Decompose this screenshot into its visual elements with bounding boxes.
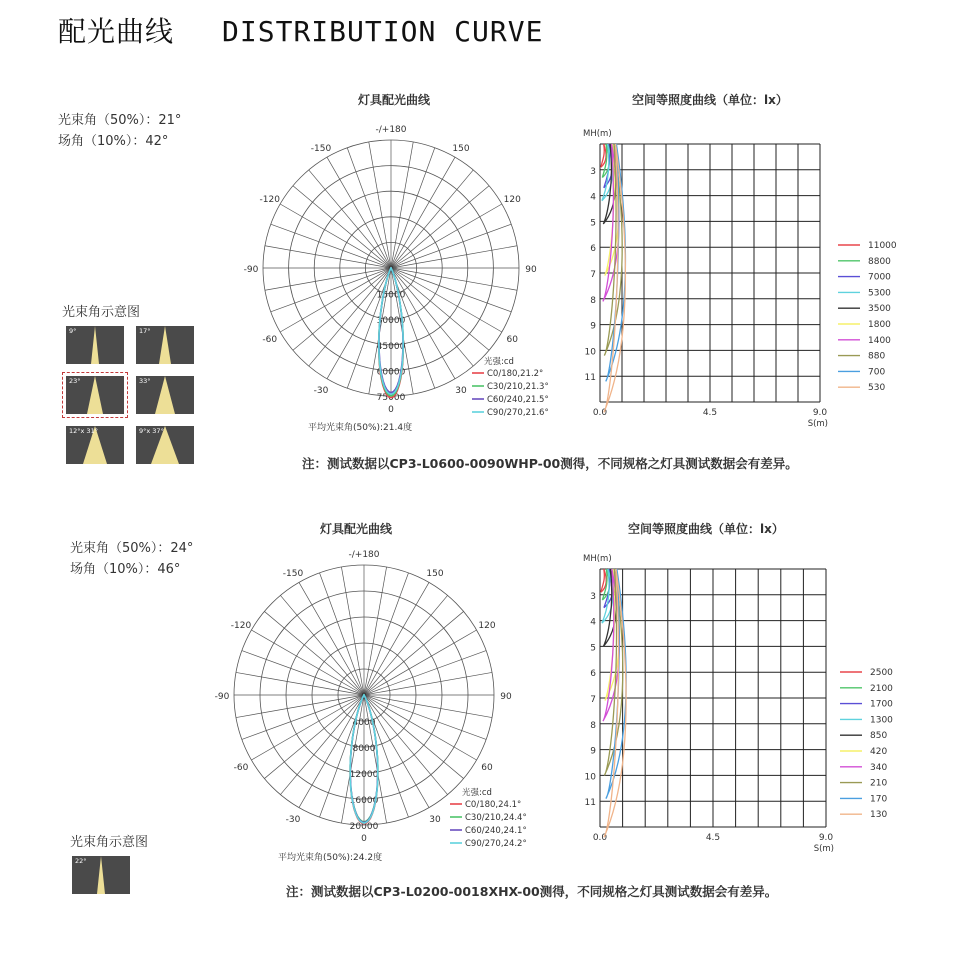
isolux-legend-label: 3500 (868, 304, 891, 315)
polar-unit-label: 光强:cd (462, 788, 492, 798)
page-header (58, 10, 543, 50)
polar-angle-label: 120 (503, 195, 521, 205)
isolux-legend-label: 5300 (868, 288, 891, 299)
isolux-chart-title: 空间等照度曲线（单位：lx） (632, 93, 788, 107)
polar-angle-label: -/+180 (348, 550, 380, 560)
polar-radial-tick: 75000 (376, 393, 406, 403)
isolux-y-tick: 10 (584, 772, 596, 783)
isolux-legend-label: 170 (870, 794, 888, 805)
polar-angle-label: -60 (262, 335, 278, 345)
isolux-legend-label: 130 (870, 810, 888, 821)
isolux-x-axis-label: S(m) (807, 419, 828, 429)
isolux-y-tick: 10 (584, 347, 596, 358)
beam-thumbnail (72, 856, 130, 894)
spec-field-angle: 场角（10%）：46° (70, 562, 181, 577)
polar-radial-tick: 4000 (352, 718, 376, 728)
isolux-legend-label: 210 (870, 778, 888, 789)
isolux-chart (578, 120, 908, 430)
beam-diagram-title: 光束角示意图 (62, 305, 141, 320)
polar-radial-tick: 12000 (349, 770, 379, 780)
selected-thumbnail-frame (62, 372, 128, 418)
thumbnail-label: 17° (139, 327, 151, 335)
polar-radial-tick: 45000 (376, 341, 406, 352)
polar-angle-label: 150 (426, 569, 444, 580)
polar-angle-label: 90 (500, 692, 512, 702)
polar-angle-label: -30 (285, 814, 301, 825)
thumbnail-label: 33° (139, 377, 151, 385)
isolux-x-axis-label: S(m) (813, 844, 834, 854)
polar-legend-label: C30/210,21.3° (487, 382, 549, 392)
polar-radial-tick: 0 (361, 692, 367, 702)
beam-thumbnail (136, 426, 194, 464)
isolux-y-tick: 4 (590, 617, 596, 628)
header-title-en: DISTRIBUTION CURVE (222, 15, 544, 48)
polar-legend-label: C30/210,24.4° (465, 813, 527, 823)
isolux-y-tick: 5 (590, 643, 596, 654)
spec-beam-angle: 光束角（50%）：21° (58, 113, 182, 128)
polar-chart (210, 545, 527, 855)
beam-thumbnail (66, 426, 124, 464)
polar-angle-label: 30 (455, 386, 467, 397)
polar-angle-label: -120 (230, 621, 252, 631)
test-note: 注：测试数据以CP3-L0600-0090WHP-00测得，不同规格之灯具测试数据会有差异。 (302, 456, 798, 471)
beam-cone-icon (97, 856, 105, 894)
polar-angle-label: 0 (388, 405, 394, 415)
thumbnail-label: 12°x 31° (69, 427, 98, 435)
isolux-legend-label: 1800 (868, 320, 891, 330)
isolux-y-tick: 7 (590, 270, 596, 280)
polar-angle-label: -150 (282, 569, 304, 580)
isolux-curve (601, 144, 606, 167)
polar-radial-tick: 15000 (376, 290, 406, 301)
polar-legend-label: C0/180,21.2° (487, 369, 544, 379)
polar-radial-tick: 8000 (352, 744, 376, 754)
isolux-legend-label: 1700 (870, 699, 893, 710)
polar-radial-tick: 20000 (349, 822, 379, 832)
isolux-y-tick: 6 (590, 244, 596, 255)
beam-diagram-title: 光束角示意图 (70, 835, 149, 850)
polar-angle-label: -/+180 (375, 125, 407, 135)
isolux-legend-label: 8800 (868, 256, 891, 267)
isolux-y-tick: 9 (590, 321, 596, 332)
polar-unit-label: 光强:cd (484, 357, 514, 367)
isolux-y-tick: 3 (590, 166, 596, 177)
polar-angle-label: 120 (478, 621, 496, 631)
isolux-y-tick: 5 (590, 218, 596, 229)
polar-legend-label: C90/270,24.2° (465, 839, 527, 849)
isolux-x-tick: 4.5 (705, 833, 721, 843)
isolux-legend-label: 11000 (868, 241, 897, 251)
isolux-legend-label: 700 (868, 367, 886, 378)
isolux-legend-label: 7000 (868, 272, 891, 283)
section1-specs (58, 110, 181, 152)
polar-angle-label: -60 (233, 763, 249, 773)
isolux-legend-label: 880 (868, 351, 886, 362)
polar-angle-label: 0 (361, 834, 367, 844)
thumbnail-label: 9°x 37° (139, 427, 164, 435)
isolux-legend-label: 1400 (868, 335, 891, 346)
thumbnail-label: 23° (69, 377, 81, 385)
section2-specs (70, 538, 193, 580)
polar-legend-label: C90/270,21.6° (487, 408, 549, 418)
polar-radial-tick: 16000 (349, 796, 379, 806)
avg-beam-angle-label: 平均光束角(50%):24.2度 (278, 853, 383, 863)
isolux-x-tick: 0.0 (592, 408, 608, 418)
isolux-y-tick: 11 (584, 373, 596, 384)
header-title-zh: 配光曲线 (58, 15, 175, 48)
polar-angle-label: 30 (429, 814, 441, 825)
polar-angle-label: -120 (259, 195, 280, 205)
isolux-y-tick: 8 (590, 720, 596, 731)
isolux-y-tick: 3 (590, 591, 596, 602)
polar-angle-label: 60 (506, 335, 518, 345)
polar-angle-label: -90 (214, 692, 230, 702)
polar-radial-tick: 60000 (376, 367, 406, 378)
polar-chart (243, 118, 566, 438)
isolux-y-axis-label: MH(m) (583, 129, 612, 139)
thumbnail-label: 9° (69, 327, 77, 335)
polar-legend-label: C60/240,21.5° (487, 395, 549, 405)
isolux-legend-label: 2500 (870, 668, 893, 678)
polar-angle-label: -30 (313, 386, 329, 397)
polar-radial-tick: 0 (388, 265, 394, 275)
isolux-legend-label: 2100 (870, 683, 893, 694)
isolux-legend-label: 530 (868, 383, 886, 394)
spec-field-angle: 场角（10%）：42° (58, 134, 169, 149)
isolux-legend-label: 850 (870, 731, 888, 742)
polar-radial-tick: 30000 (376, 316, 406, 327)
isolux-y-tick: 7 (590, 695, 596, 705)
spec-beam-angle: 光束角（50%）：24° (70, 541, 194, 556)
isolux-y-tick: 11 (584, 798, 596, 809)
isolux-legend-label: 340 (870, 762, 888, 773)
isolux-chart-title: 空间等照度曲线（单位：lx） (628, 522, 784, 536)
isolux-legend-label: 1300 (870, 715, 893, 726)
test-note: 注：测试数据以CP3-L0200-0018XHX-00测得，不同规格之灯具测试数据会有差异。 (286, 884, 778, 899)
isolux-x-tick: 4.5 (702, 408, 718, 418)
polar-chart-title: 灯具配光曲线 (320, 522, 393, 536)
beam-thumbnail (136, 326, 194, 364)
beam-thumbnail (136, 376, 194, 414)
isolux-y-tick: 4 (590, 192, 596, 203)
isolux-legend-label: 420 (870, 747, 888, 757)
thumbnail-label: 22° (75, 857, 87, 865)
beam-cone-icon (155, 376, 175, 414)
beam-cone-icon (159, 326, 171, 364)
isolux-y-axis-label: MH(m) (583, 554, 612, 564)
avg-beam-angle-label: 平均光束角(50%):21.4度 (308, 423, 413, 433)
isolux-y-tick: 6 (590, 669, 596, 680)
isolux-x-tick: 0.0 (592, 833, 608, 843)
isolux-y-tick: 9 (590, 746, 596, 757)
isolux-x-tick: 9.0 (812, 408, 828, 418)
polar-chart-title: 灯具配光曲线 (358, 93, 431, 107)
polar-angle-label: 90 (525, 265, 537, 275)
beam-thumbnail (66, 326, 124, 364)
polar-angle-label: -150 (310, 143, 332, 154)
polar-angle-label: 60 (481, 763, 493, 773)
beam-cone-icon (91, 326, 99, 364)
isolux-x-tick: 9.0 (818, 833, 834, 843)
polar-angle-label: -90 (243, 265, 259, 275)
isolux-chart (578, 545, 908, 860)
polar-legend-label: C0/180,24.1° (465, 800, 522, 810)
polar-angle-label: 150 (452, 143, 470, 154)
isolux-y-tick: 8 (590, 295, 596, 306)
polar-legend-label: C60/240,24.1° (465, 826, 527, 836)
